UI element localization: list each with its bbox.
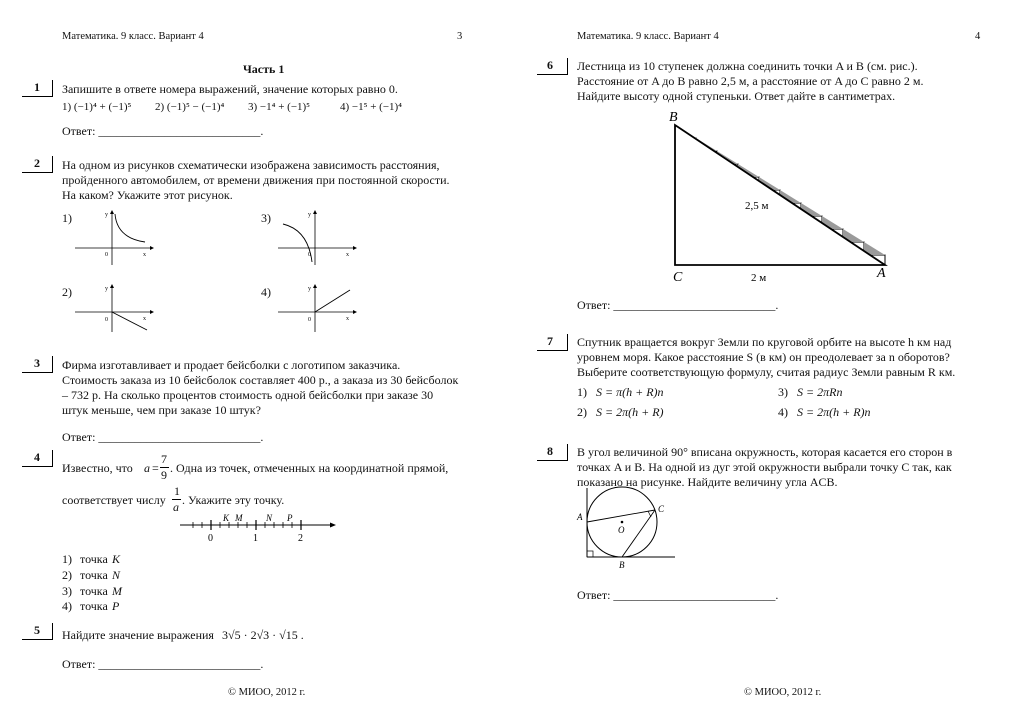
question-line: Фирма изготавливает и продает бейсболки с логотипом заказчика.	[62, 358, 401, 372]
option-number: 4)	[778, 405, 788, 419]
point-label-M: M	[235, 513, 243, 523]
q4-text-a: Известно, что	[62, 461, 133, 475]
question-line: Расстояние от A до B равно 2,5 м, а расстояние от A до C равно 2 м.	[577, 74, 924, 88]
option-1: 1) (−1)⁴ + (−1)⁵	[62, 101, 132, 113]
axis-x-label: x	[346, 252, 349, 258]
base-label: 2 м	[751, 272, 767, 284]
number-underline	[22, 172, 52, 173]
axis-x-label: x	[346, 316, 349, 322]
number-line	[180, 513, 340, 543]
question-number: 2	[34, 156, 40, 170]
option-formula: S = 2πRn	[797, 385, 843, 399]
origin-label: 0	[308, 317, 311, 323]
number-divider	[567, 58, 568, 75]
question-line: – 732 р. На сколько процентов стоимость одной бейсболки при заказе 30	[62, 388, 434, 402]
q4-text-b: . Одна из точек, отмеченных на координатной прямой,	[170, 461, 449, 475]
answer-line: Ответ: ___________________________.	[577, 298, 779, 312]
option-number: 3)	[62, 584, 72, 598]
expression: 3√5 · 2√3 · √15 .	[222, 628, 304, 642]
question-line: В угол величиной 90° вписана окружность, которая касается его сторон в	[577, 445, 953, 459]
number-underline	[537, 74, 567, 75]
question-line: На одном из рисунков схематически изображена зависимость расстояния,	[62, 158, 440, 172]
label-A: A	[577, 512, 583, 522]
graph-4	[278, 284, 358, 334]
point-label-P: P	[287, 513, 293, 523]
label-C: C	[673, 270, 683, 285]
option-number: 2)	[577, 405, 587, 419]
option-formula: S = 2π(h + R)	[596, 405, 664, 419]
option-text: точка	[80, 584, 108, 598]
number-divider	[567, 444, 568, 461]
option-text: точка	[80, 552, 108, 566]
answer-line: Ответ: ___________________________.	[62, 430, 264, 444]
option-number: 4)	[62, 599, 72, 613]
part-title: Часть 1	[243, 62, 285, 76]
answer-line: Ответ: ___________________________.	[62, 124, 264, 138]
question-line: штук меньше, чем при заказе 10 штук?	[62, 403, 261, 417]
graph-1	[75, 210, 155, 265]
axis-y-label: y	[308, 212, 311, 218]
option-number: 1)	[577, 385, 587, 399]
graph-label-3: 3)	[261, 211, 271, 225]
tick-label-0: 0	[208, 533, 213, 544]
option-number: 2)	[62, 568, 72, 582]
number-divider	[52, 156, 53, 173]
graph-label-2: 2)	[62, 285, 72, 299]
graph-2	[75, 284, 155, 334]
option-var: K	[112, 552, 121, 566]
option-text: точка	[80, 599, 108, 613]
label-O: O	[618, 525, 625, 535]
left-header: Математика. 9 класс. Вариант 4	[62, 31, 204, 42]
point-label-N: N	[266, 513, 273, 523]
option-3: 3) −1⁴ + (−1)⁵	[248, 101, 311, 113]
label-B: B	[619, 560, 625, 570]
q4-text-d: . Укажите эту точку.	[182, 493, 285, 507]
answer-line: Ответ: ___________________________.	[62, 657, 264, 671]
number-underline	[22, 372, 52, 373]
axis-y-label: y	[105, 212, 108, 218]
question-text: Запишите в ответе номера выражений, значение которых равно 0.	[62, 82, 398, 96]
question-number: 5	[34, 623, 40, 637]
label-A: A	[877, 266, 886, 281]
origin-label: 0	[105, 317, 108, 323]
number-underline	[22, 466, 52, 467]
question-line: Найдите высоту одной ступеньки. Ответ дайте в сантиметрах.	[577, 89, 896, 103]
right-header: Математика. 9 класс. Вариант 4	[577, 31, 719, 42]
question-line: Спутник вращается вокруг Земли по круговой орбите на высоте h км над	[577, 335, 952, 349]
option-number: 3)	[778, 385, 788, 399]
number-divider	[52, 450, 53, 467]
question-number: 1	[34, 80, 40, 94]
tick-label-2: 2	[298, 533, 303, 544]
question-line: Выберите соответствующую формулу, считая радиус Земли равным R км.	[577, 365, 956, 379]
axis-x-label: x	[143, 252, 146, 258]
option-var: N	[112, 568, 121, 582]
number-underline	[22, 96, 52, 97]
option-formula: S = 2π(h + R)n	[797, 405, 871, 419]
graph-label-1: 1)	[62, 211, 72, 225]
question-line: На каком? Укажите этот рисунок.	[62, 188, 233, 202]
tick-label-1: 1	[253, 533, 258, 544]
frac-numerator: 7	[161, 452, 167, 466]
label-C: C	[658, 504, 665, 514]
q4-eq: =	[152, 461, 159, 475]
number-underline	[537, 460, 567, 461]
answer-line: Ответ: ___________________________.	[577, 588, 779, 602]
axis-y-label: y	[308, 286, 311, 292]
number-divider	[52, 356, 53, 373]
question-number: 8	[547, 444, 553, 458]
inv-denominator: a	[173, 500, 179, 514]
option-number: 1)	[62, 552, 72, 566]
option-4: 4) −1⁵ + (−1)⁴	[340, 101, 403, 113]
q4-text-c: соответствует числу	[62, 493, 166, 507]
question-number: 6	[547, 58, 553, 72]
circle-figure	[575, 488, 680, 573]
origin-label: 0	[105, 252, 108, 258]
number-divider	[52, 80, 53, 97]
staircase-figure	[665, 105, 895, 285]
question-line: пройденного автомобилем, от времени движения при постоянной скорости.	[62, 173, 450, 187]
option-2: 2) (−1)⁵ − (−1)⁴	[155, 101, 225, 113]
question-number: 3	[34, 356, 40, 370]
option-text: точка	[80, 568, 108, 582]
question-line: показано на рисунке. Найдите величину угла ACB.	[577, 475, 838, 489]
graph-label-4: 4)	[261, 285, 271, 299]
hypotenuse-label: 2,5 м	[745, 200, 769, 212]
number-divider	[52, 623, 53, 640]
q4-var-a: a	[144, 461, 150, 475]
question-line: уровнем моря. Какое расстояние S (в км) он преодолевает за n оборотов?	[577, 350, 950, 364]
origin-label: 0	[308, 252, 311, 258]
right-page-number: 4	[975, 31, 981, 42]
left-footer: © МИОО, 2012 г.	[228, 687, 306, 698]
right-footer: © МИОО, 2012 г.	[744, 687, 822, 698]
inv-numerator: 1	[174, 484, 180, 498]
question-line: Стоимость заказа из 10 бейсболок составляет 400 р., а заказа из 30 бейсболок	[62, 373, 459, 387]
point-label-K: K	[223, 513, 230, 523]
option-var: M	[112, 584, 122, 598]
axis-x-label: x	[143, 316, 146, 322]
question-text: Найдите значение выражения	[62, 628, 214, 642]
option-formula: S = π(h + R)n	[596, 385, 664, 399]
question-line: Лестница из 10 ступенек должна соединить точки A и B (см. рис.).	[577, 59, 918, 73]
question-number: 4	[34, 450, 40, 464]
axis-y-label: y	[105, 286, 108, 292]
option-var: P	[112, 599, 120, 613]
question-number: 7	[547, 334, 553, 348]
label-B: B	[669, 110, 678, 125]
number-underline	[537, 350, 567, 351]
graph-3	[278, 210, 358, 265]
frac-denominator: 9	[161, 468, 167, 482]
number-underline	[22, 639, 52, 640]
left-page-number: 3	[457, 31, 463, 42]
question-line: точках A и B. На одной из дуг этой окружности выбрали точку C так, как	[577, 460, 952, 474]
number-divider	[567, 334, 568, 351]
